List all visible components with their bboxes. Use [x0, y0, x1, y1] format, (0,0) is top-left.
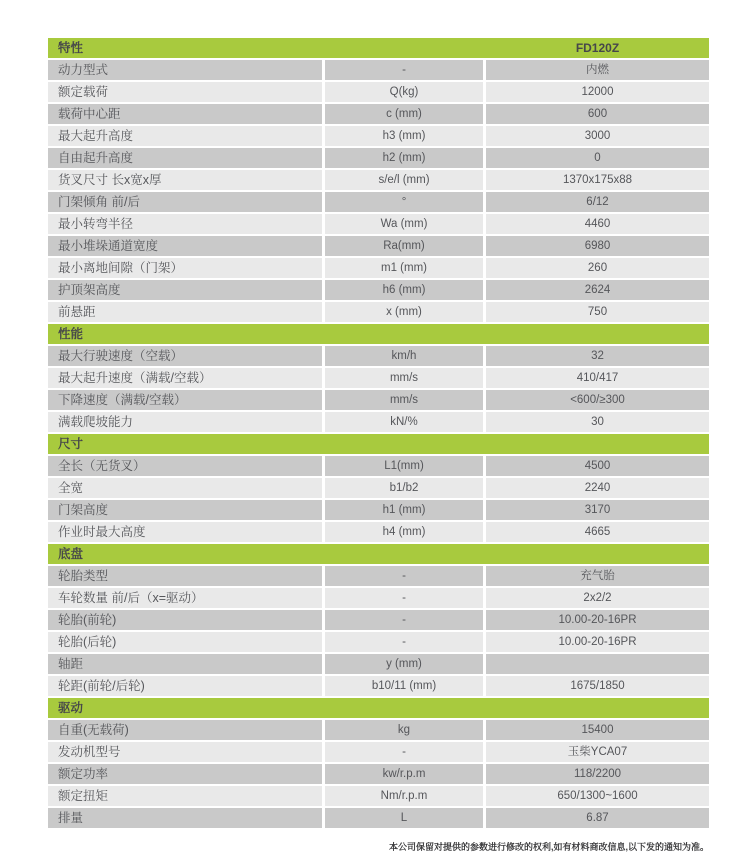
spec-unit-cell: h6 (mm) — [325, 280, 483, 300]
spec-unit-cell: Nm/r.p.m — [325, 786, 483, 806]
spec-label-cell: 全宽 — [48, 478, 322, 498]
spec-row — [48, 610, 709, 630]
spec-value-cell: 10.00-20-16PR — [486, 632, 709, 652]
spec-unit-cell: Wa (mm) — [325, 214, 483, 234]
spec-label-cell: 载荷中心距 — [48, 104, 322, 124]
spec-row — [48, 654, 709, 674]
spec-value-cell: 4460 — [486, 214, 709, 234]
spec-value-cell: 650/1300~1600 — [486, 786, 709, 806]
spec-unit-cell: - — [325, 60, 483, 80]
spec-label-cell: 自由起升高度 — [48, 148, 322, 168]
spec-unit-cell: Ra(mm) — [325, 236, 483, 256]
spec-unit-cell: kg — [325, 720, 483, 740]
section-header-performance: 性能 — [48, 324, 709, 344]
section-header-dimensions: 尺寸 — [48, 434, 709, 454]
spec-label-cell: 最大起升速度（满载/空载） — [48, 368, 322, 388]
spec-label-cell: 额定载荷 — [48, 82, 322, 102]
spec-unit-cell: - — [325, 566, 483, 586]
spec-value-cell: 4500 — [486, 456, 709, 476]
spec-label-cell: 发动机型号 — [48, 742, 322, 762]
spec-row — [48, 192, 709, 212]
spec-value-cell: 10.00-20-16PR — [486, 610, 709, 630]
spec-label-cell: 护顶架高度 — [48, 280, 322, 300]
table-header-row — [48, 38, 709, 58]
spec-row — [48, 588, 709, 608]
spec-value-cell: 内燃 — [486, 60, 709, 80]
spec-value-cell: 玉柴YCA07 — [486, 742, 709, 762]
spec-label-cell: 最大起升高度 — [48, 126, 322, 146]
spec-row — [48, 82, 709, 102]
spec-value-cell: 2624 — [486, 280, 709, 300]
spec-label-cell: 作业时最大高度 — [48, 522, 322, 542]
spec-row — [48, 478, 709, 498]
spec-row — [48, 104, 709, 124]
spec-value-cell: 2x2/2 — [486, 588, 709, 608]
spec-value-cell: 3000 — [486, 126, 709, 146]
spec-unit-cell: kw/r.p.m — [325, 764, 483, 784]
spec-row — [48, 302, 709, 322]
spec-row — [48, 764, 709, 784]
spec-label-cell: 轮胎(前轮) — [48, 610, 322, 630]
spec-unit-cell: c (mm) — [325, 104, 483, 124]
spec-unit-cell: L — [325, 808, 483, 828]
spec-value-cell: 0 — [486, 148, 709, 168]
spec-value-cell: 30 — [486, 412, 709, 432]
spec-unit-cell: x (mm) — [325, 302, 483, 322]
spec-row — [48, 412, 709, 432]
spec-row — [48, 346, 709, 366]
spec-unit-cell: b10/11 (mm) — [325, 676, 483, 696]
spec-unit-cell: kN/% — [325, 412, 483, 432]
spec-value-cell: <600/≥300 — [486, 390, 709, 410]
spec-label-cell: 轴距 — [48, 654, 322, 674]
spec-value-cell — [486, 654, 709, 674]
spec-label-cell: 下降速度（满载/空载） — [48, 390, 322, 410]
spec-row — [48, 566, 709, 586]
spec-unit-cell: h3 (mm) — [325, 126, 483, 146]
spec-row — [48, 236, 709, 256]
spec-value-cell: 260 — [486, 258, 709, 278]
spec-label-cell: 最小离地间隙（门架） — [48, 258, 322, 278]
spec-row — [48, 148, 709, 168]
spec-value-cell: 410/417 — [486, 368, 709, 388]
spec-value-cell: 2240 — [486, 478, 709, 498]
spec-row — [48, 170, 709, 190]
spec-unit-cell: y (mm) — [325, 654, 483, 674]
spec-row — [48, 676, 709, 696]
spec-value-cell: 12000 — [486, 82, 709, 102]
spec-row — [48, 214, 709, 234]
spec-label-cell: 排量 — [48, 808, 322, 828]
spec-label-cell: 额定扭矩 — [48, 786, 322, 806]
spec-label-cell: 货叉尺寸 长x宽x厚 — [48, 170, 322, 190]
spec-row — [48, 390, 709, 410]
spec-label-cell: 额定功率 — [48, 764, 322, 784]
spec-unit-cell: - — [325, 588, 483, 608]
spec-unit-cell: L1(mm) — [325, 456, 483, 476]
spec-row — [48, 126, 709, 146]
spec-row — [48, 60, 709, 80]
spec-unit-cell: ° — [325, 192, 483, 212]
spec-row — [48, 500, 709, 520]
spec-row — [48, 280, 709, 300]
spec-label-cell: 最大行驶速度（空载） — [48, 346, 322, 366]
spec-unit-cell: Q(kg) — [325, 82, 483, 102]
spec-row — [48, 808, 709, 828]
spec-value-cell: 6.87 — [486, 808, 709, 828]
spec-unit-cell: m1 (mm) — [325, 258, 483, 278]
spec-label-cell: 最小转弯半径 — [48, 214, 322, 234]
spec-label-cell: 自重(无载荷) — [48, 720, 322, 740]
spec-label-cell: 轮距(前轮/后轮) — [48, 676, 322, 696]
spec-label-cell: 全长（无货叉） — [48, 456, 322, 476]
spec-value-cell: 3170 — [486, 500, 709, 520]
spec-label-cell: 最小堆垛通道宽度 — [48, 236, 322, 256]
spec-unit-cell: km/h — [325, 346, 483, 366]
spec-row — [48, 720, 709, 740]
spec-unit-cell: mm/s — [325, 368, 483, 388]
spec-unit-cell: b1/b2 — [325, 478, 483, 498]
spec-value-cell: 1675/1850 — [486, 676, 709, 696]
spec-value-cell: 1370x175x88 — [486, 170, 709, 190]
spec-value-cell: 600 — [486, 104, 709, 124]
spec-label-cell: 轮胎类型 — [48, 566, 322, 586]
spec-label-cell: 满载爬坡能力 — [48, 412, 322, 432]
spec-value-cell: 6/12 — [486, 192, 709, 212]
disclaimer-text: 本公司保留对提供的参数进行修改的权利,如有材料商改信息,以下发的通知为准。 — [388, 842, 709, 852]
spec-value-cell: 15400 — [486, 720, 709, 740]
model-column-header: FD120Z — [575, 41, 620, 55]
spec-unit-cell: - — [325, 632, 483, 652]
spec-value-cell: 4665 — [486, 522, 709, 542]
spec-label-cell: 动力型式 — [48, 60, 322, 80]
spec-row — [48, 456, 709, 476]
spec-label-cell: 门架高度 — [48, 500, 322, 520]
spec-unit-cell: h2 (mm) — [325, 148, 483, 168]
spec-unit-cell: h4 (mm) — [325, 522, 483, 542]
spec-value-cell: 6980 — [486, 236, 709, 256]
spec-row — [48, 522, 709, 542]
spec-value-cell: 118/2200 — [486, 764, 709, 784]
spec-row — [48, 786, 709, 806]
section-header-drive: 驱动 — [48, 698, 709, 718]
spec-row — [48, 368, 709, 388]
spec-unit-cell: s/e/l (mm) — [325, 170, 483, 190]
spec-row — [48, 742, 709, 762]
spec-value-cell: 750 — [486, 302, 709, 322]
spec-table-rows — [48, 60, 709, 828]
feature-column-header: 特性 — [58, 41, 84, 55]
spec-label-cell: 轮胎(后轮) — [48, 632, 322, 652]
spec-row — [48, 632, 709, 652]
spec-label-cell: 前悬距 — [48, 302, 322, 322]
spec-table — [48, 38, 709, 830]
spec-label-cell: 车轮数量 前/后（x=驱动） — [48, 588, 322, 608]
spec-label-cell: 门架倾角 前/后 — [48, 192, 322, 212]
spec-row — [48, 258, 709, 278]
spec-unit-cell: mm/s — [325, 390, 483, 410]
spec-unit-cell: h1 (mm) — [325, 500, 483, 520]
spec-unit-cell: - — [325, 742, 483, 762]
spec-value-cell: 32 — [486, 346, 709, 366]
spec-value-cell: 充气胎 — [486, 566, 709, 586]
section-header-chassis: 底盘 — [48, 544, 709, 564]
spec-unit-cell: - — [325, 610, 483, 630]
